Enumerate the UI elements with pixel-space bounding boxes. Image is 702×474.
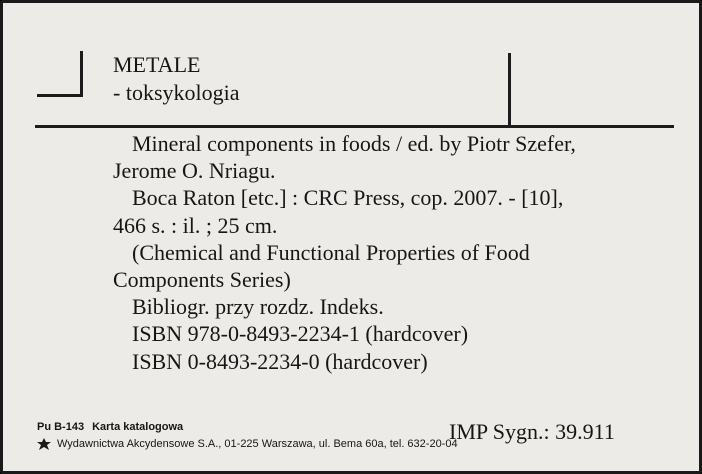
heading-divider-horizontal (35, 125, 674, 128)
record-series-continued-line: Components Series) (113, 267, 291, 293)
footer-form-name: Karta katalogowa (92, 421, 184, 433)
call-number: IMP Sygn.: 39.911 (449, 419, 615, 444)
publisher-logo-icon (37, 438, 51, 450)
footer-form-info (37, 421, 183, 433)
record-isbn-13-line: ISBN 978-0-8493-2234-1 (hardcover) (132, 321, 469, 347)
record-authors-line: Jerome O. Nriagu. (113, 158, 276, 184)
record-imprint-line: Boca Raton [etc.] : CRC Press, cop. 2007. - [10], (132, 185, 564, 211)
corner-mark-horizontal (37, 94, 83, 97)
footer-publisher: Wydawnictwa Akcydensowe S.A., 01-225 Warszawa, ul. Bema 60a, tel. 632-20-04 (57, 438, 458, 450)
footer-form-code: Pu B-143 (37, 421, 85, 433)
bibliographic-record (113, 130, 576, 375)
subject-heading-block (113, 51, 240, 107)
subject-subheading: - toksykologia (113, 80, 240, 105)
heading-divider-vertical (508, 53, 511, 127)
subject-heading: METALE (113, 52, 201, 77)
record-isbn-10-line: ISBN 0-8493-2234-0 (hardcover) (132, 348, 428, 374)
footer-publisher-info (37, 438, 458, 450)
record-title-line: Mineral components in foods / ed. by Piotr Szefer, (132, 131, 576, 156)
corner-mark-vertical (80, 51, 83, 97)
record-extent-line: 466 s. : il. ; 25 cm. (113, 212, 278, 238)
record-series-line: (Chemical and Functional Properties of Food (132, 239, 530, 265)
record-notes-line: Bibliogr. przy rozdz. Indeks. (132, 294, 384, 320)
